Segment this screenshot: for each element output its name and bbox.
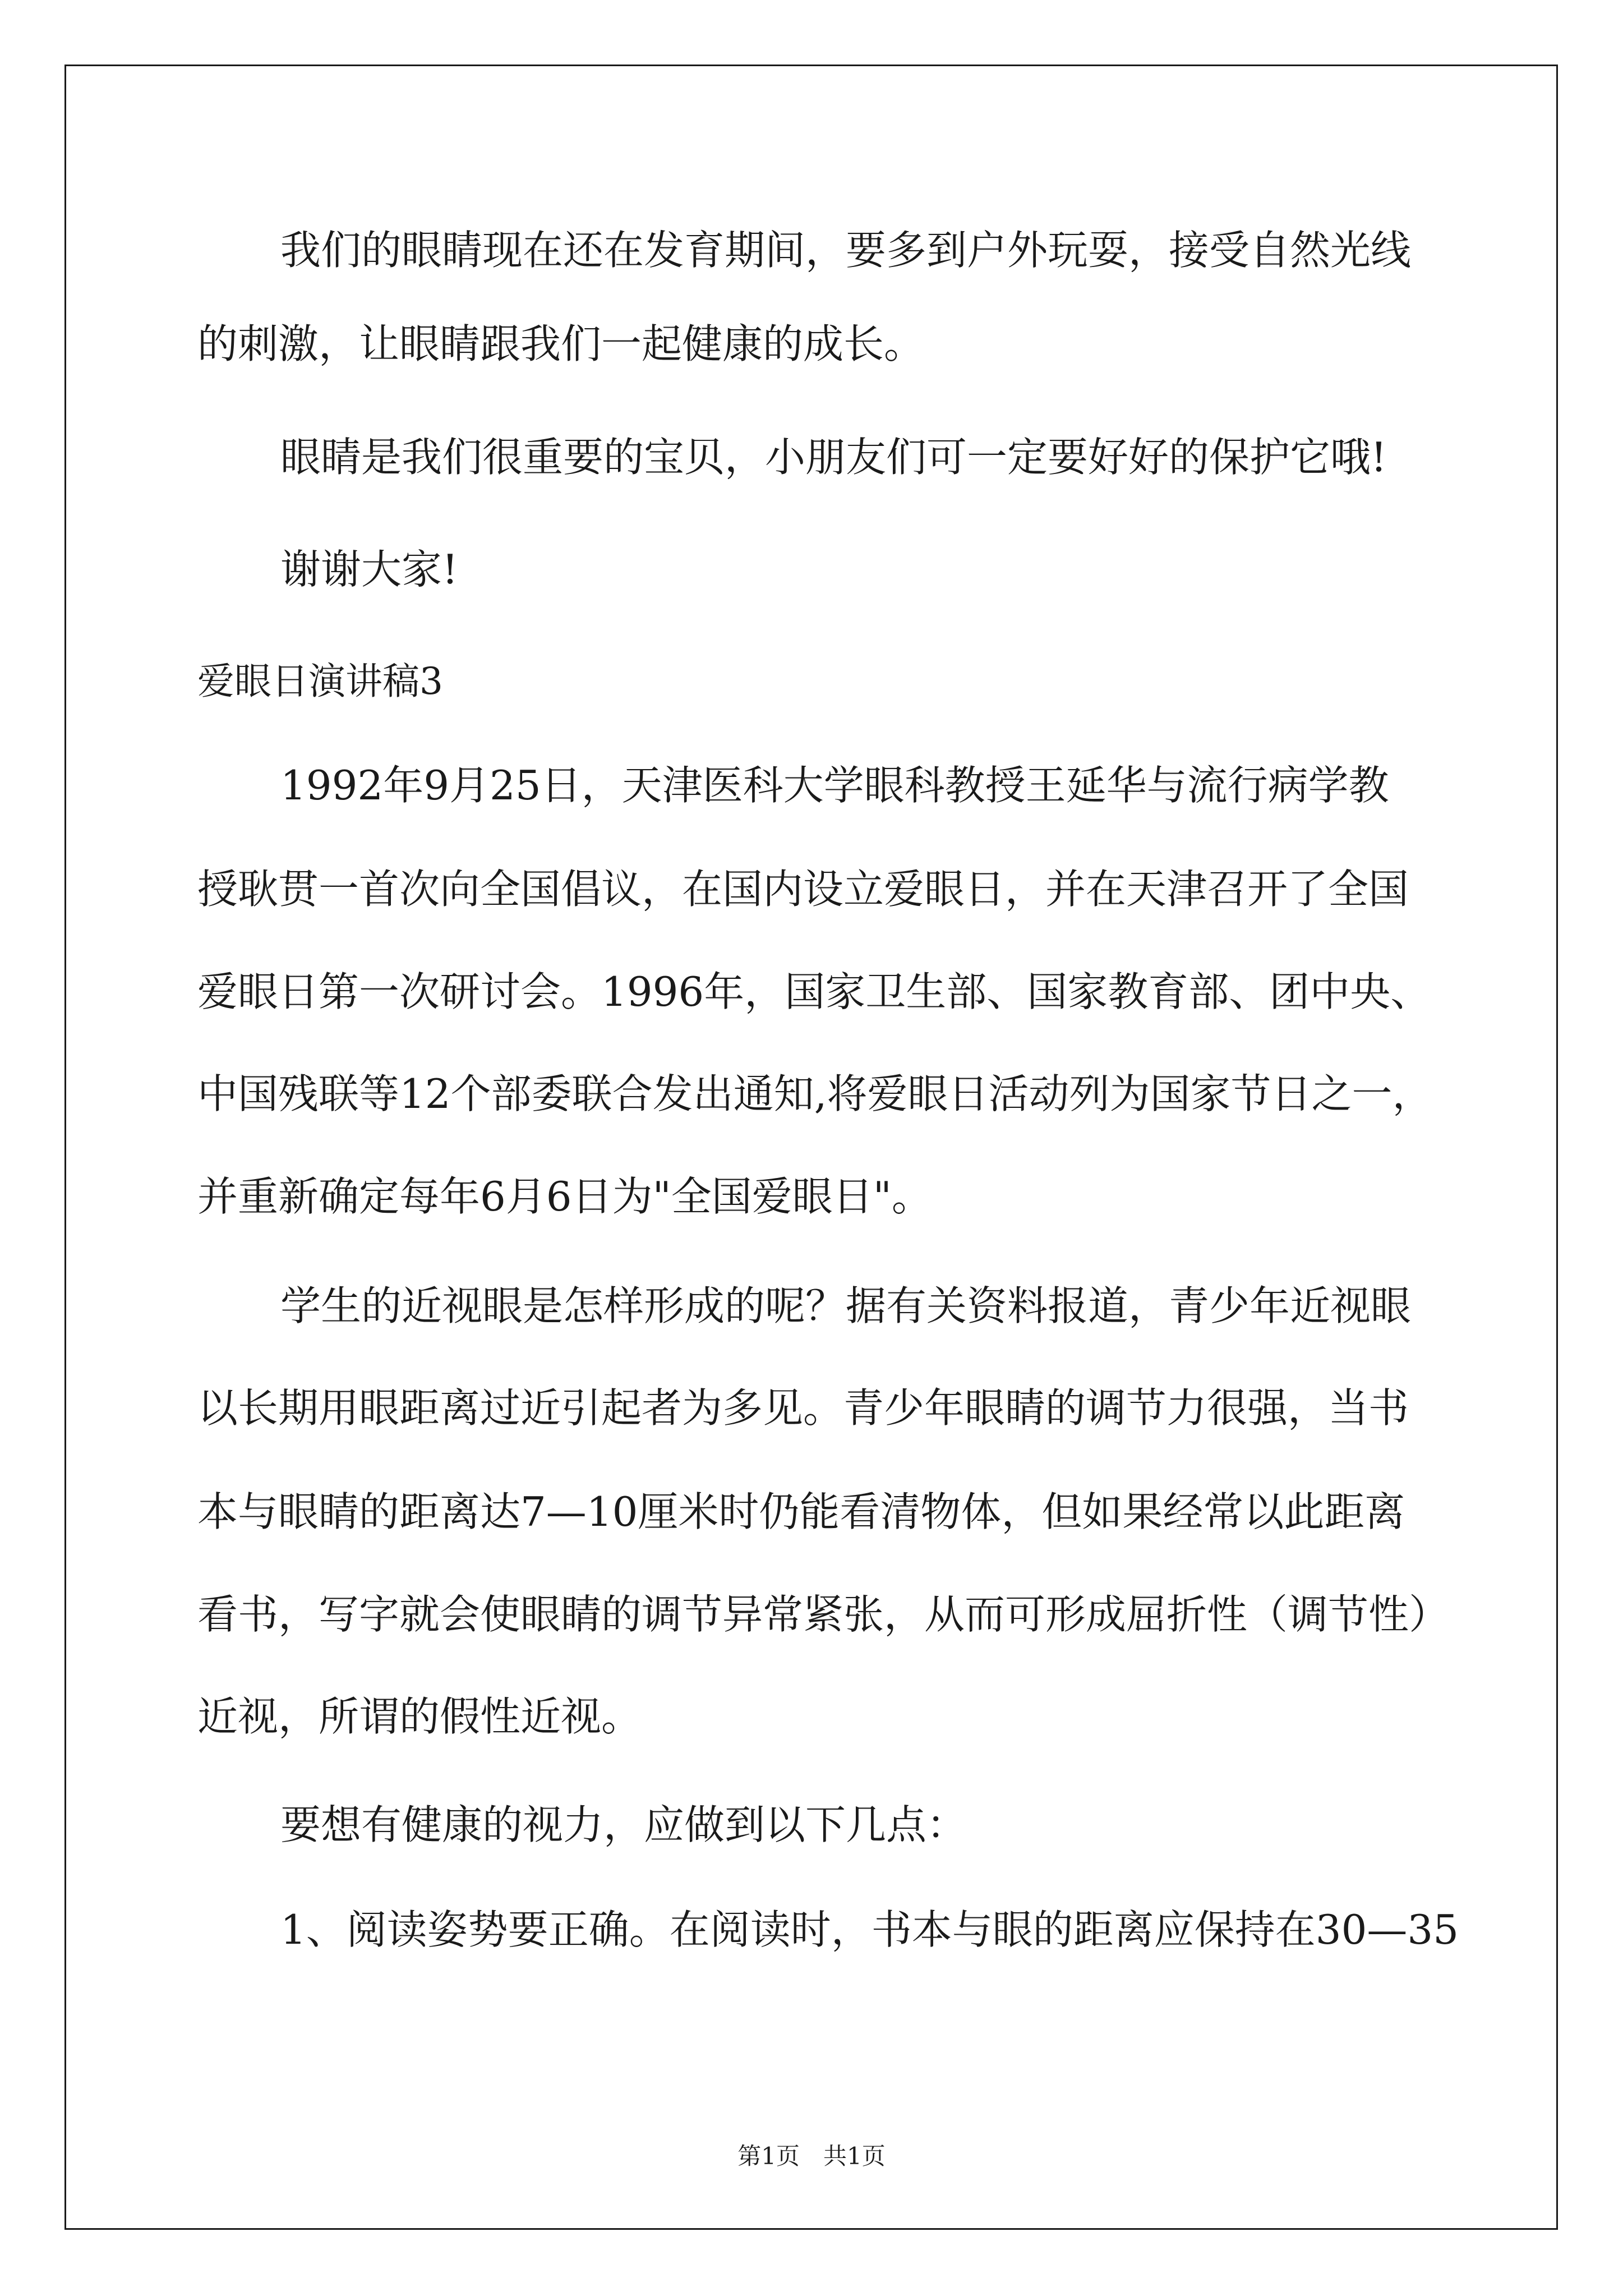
paragraph-line: 的刺激，让眼睛跟我们一起健康的成长。 — [197, 320, 925, 367]
paragraph-line: 看书，写字就会使眼睛的调节异常紧张，从而可形成屈折性（调节性） — [197, 1591, 1450, 1638]
paragraph-line: 本与眼睛的距离达7—10厘米时仍能看清物体，但如果经常以此距离 — [197, 1488, 1405, 1535]
paragraph-line: 授耿贯一首次向全国倡议，在国内设立爱眼日，并在天津召开了全国 — [197, 866, 1409, 913]
paragraph-line: 我们的眼睛现在还在发育期间，要多到户外玩耍，接受自然光线 — [280, 227, 1412, 274]
paragraph-line: 要想有健康的视力，应做到以下几点： — [280, 1801, 967, 1848]
paragraph-line: 学生的近视眼是怎样形成的呢？据有关资料报道，青少年近视眼 — [280, 1282, 1412, 1329]
paragraph-line: 眼睛是我们很重要的宝贝，小朋友们可一定要好好的保护它哦! — [280, 434, 1387, 481]
paragraph-line: 近视，所谓的假性近视。 — [197, 1693, 642, 1740]
paragraph-line: 1992年9月25日，天津医科大学眼科教授王延华与流行病学教 — [280, 762, 1389, 809]
page-footer: 第1页 共1页 — [737, 2142, 886, 2170]
paragraph-line: 并重新确定每年6月6日为"全国爱眼日"。 — [197, 1173, 932, 1220]
paragraph-line: 谢谢大家! — [280, 546, 458, 593]
section-heading: 爱眼日演讲稿3 — [197, 660, 443, 703]
paragraph-line: 中国残联等12个部委联合发出通知,将爱眼日活动列为国家节日之一， — [197, 1070, 1433, 1117]
paragraph-line: 爱眼日第一次研讨会。1996年，国家卫生部、国家教育部、团中央、 — [197, 968, 1431, 1015]
paragraph-line: 以长期用眼距离过近引起者为多见。青少年眼睛的调节力很强，当书 — [197, 1384, 1409, 1432]
paragraph-line: 1、阅读姿势要正确。在阅读时，书本与眼的距离应保持在30—35 — [280, 1906, 1459, 1953]
